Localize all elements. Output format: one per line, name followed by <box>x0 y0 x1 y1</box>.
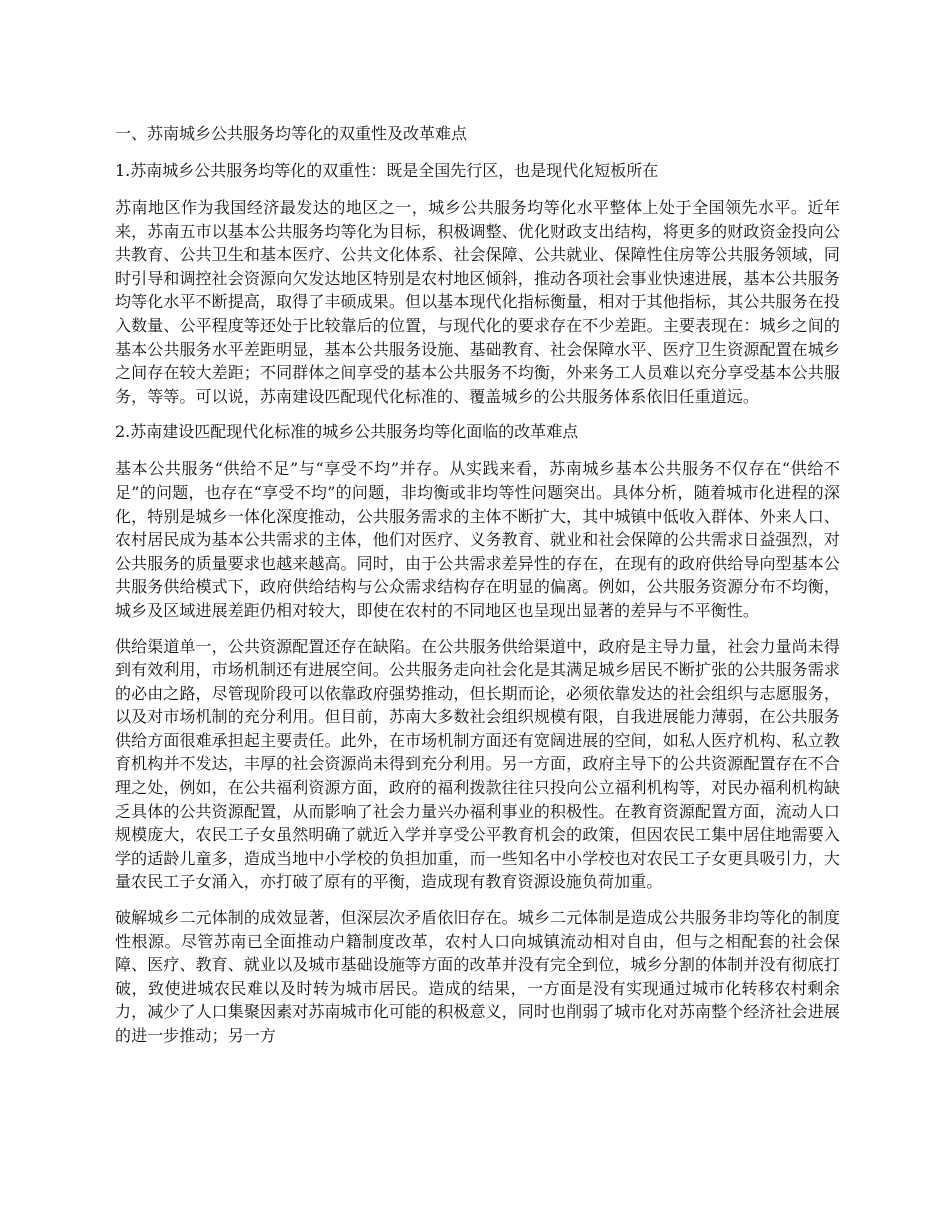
section-heading: 一、苏南城乡公共服务均等化的双重性及改革难点 <box>115 124 468 143</box>
paragraph-3: 供给渠道单一，公共资源配置还存在缺陷。在公共服务供给渠道中，政府是主导力量，社会力量尚未得到有效利用，市场机制还有进展空间。公共服务走向社会化是其满足城乡居民不断扩张的公共服务需求的必由之路，尽管现阶段可以依靠政府强势推动，但长期而论，必须依靠发达的社会组织与志愿服务，以及对市场机制的充分利用。但目前，苏南大多数社会组织规模有限，自我进展能力薄弱，在公共服务供给方面很难承担起主要责任。此外，在市场机制方面还有宽阔进展的空间，如私人医疗机构、私立教育机构并不发达，丰厚的社会资源尚未得到充分利用。另一方面，政府主导下的公共资源配置存在不合理之处，例如，在公共福利资源方面，政府的福利拨款往往只投向公立福利机构等，对民办福利机构缺乏具体的公共资源配置，从而影响了社会力量兴办福利事业的积极性。在教育资源配置方面，流动人口规模庞大，农民工子女虽然明确了就近入学并享受公平教育机会的政策，但因农民工集中居住地需要入学的适龄儿童多，造成当地中小学校的负担加重，而一些知名中小学校也对农民工子女更具吸引力，大量农民工子女涌入，亦打破了原有的平衡，造成现有教育资源设施负荷加重。 <box>115 636 840 892</box>
subsection-heading-1: 1.苏南城乡公共服务均等化的双重性：既是全国先行区，也是现代化短板所在 <box>115 161 659 180</box>
paragraph-2: 基本公共服务“供给不足”与“享受不均”并存。从实践来看，苏南城乡基本公共服务不仅存在“供给不足”的问题，也存在“享受不均”的问题，非均衡或非均等性问题突出。具体分析，随着城市化进程的深化，特别是城乡一体化深度推动，公共服务需求的主体不断扩大，其中城镇中低收入群体、外来人口、农村居民成为基本公共需求的主体，他们对医疗、义务教育、就业和社会保障的公共需求日益强烈，对公共服务的质量要求也越来越高。同时，由于公共需求差异性的存在，在现有的政府供给导向型基本公共服务供给模式下，政府供给结构与公众需求结构存在明显的偏离。例如，公共服务资源分布不均衡，城乡及区域进展差距仍相对较大，即使在农村的不同地区也呈现出显著的差异与不平衡性。 <box>115 459 840 620</box>
document-page <box>115 122 840 1060</box>
paragraph-4: 破解城乡二元体制的成效显著，但深层次矛盾依旧存在。城乡二元体制是造成公共服务非均等化的制度性根源。尽管苏南已全面推动户籍制度改革，农村人口向城镇流动相对自由，但与之相配套的社会保障、医疗、教育、就业以及城市基础设施等方面的改革并没有完全到位，城乡分割的体制并没有彻底打破，致使进城农民难以及时转为城市居民。造成的结果，一方面是没有实现通过城市化转移农村剩余力，减少了人口集聚因素对苏南城市化可能的积极意义，同时也削弱了城市化对苏南整个经济社会进展的进一步推动；另一方 <box>115 908 840 1045</box>
paragraph-1: 苏南地区作为我国经济最发达的地区之一，城乡公共服务均等化水平整体上处于全国领先水平。近年来，苏南五市以基本公共服务均等化为目标，积极调整、优化财政支出结构，将更多的财政资金投向公共教育、公共卫生和基本医疗、公共文化体系、社会保障、公共就业、保障性住房等公共服务领域，同时引导和调控社会资源向欠发达地区特别是农村地区倾斜，推动各项社会事业快速进展，基本公共服务均等化水平不断提高，取得了丰硕成果。但以基本现代化指标衡量，相对于其他指标，其公共服务在投入数量、公平程度等还处于比较靠后的位置，与现代化的要求存在不少差距。主要表现在：城乡之间的基本公共服务水平差距明显，基本公共服务设施、基础教育、社会保障水平、医疗卫生资源配置在城乡之间存在较大差距；不同群体之间享受的基本公共服务不均衡，外来务工人员难以充分享受基本公共服务，等等。可以说，苏南建设匹配现代化标准的、覆盖城乡的公共服务体系依旧任重道远。 <box>115 198 840 406</box>
subsection-heading-2: 2.苏南建设匹配现代化标准的城乡公共服务均等化面临的改革难点 <box>115 422 579 442</box>
